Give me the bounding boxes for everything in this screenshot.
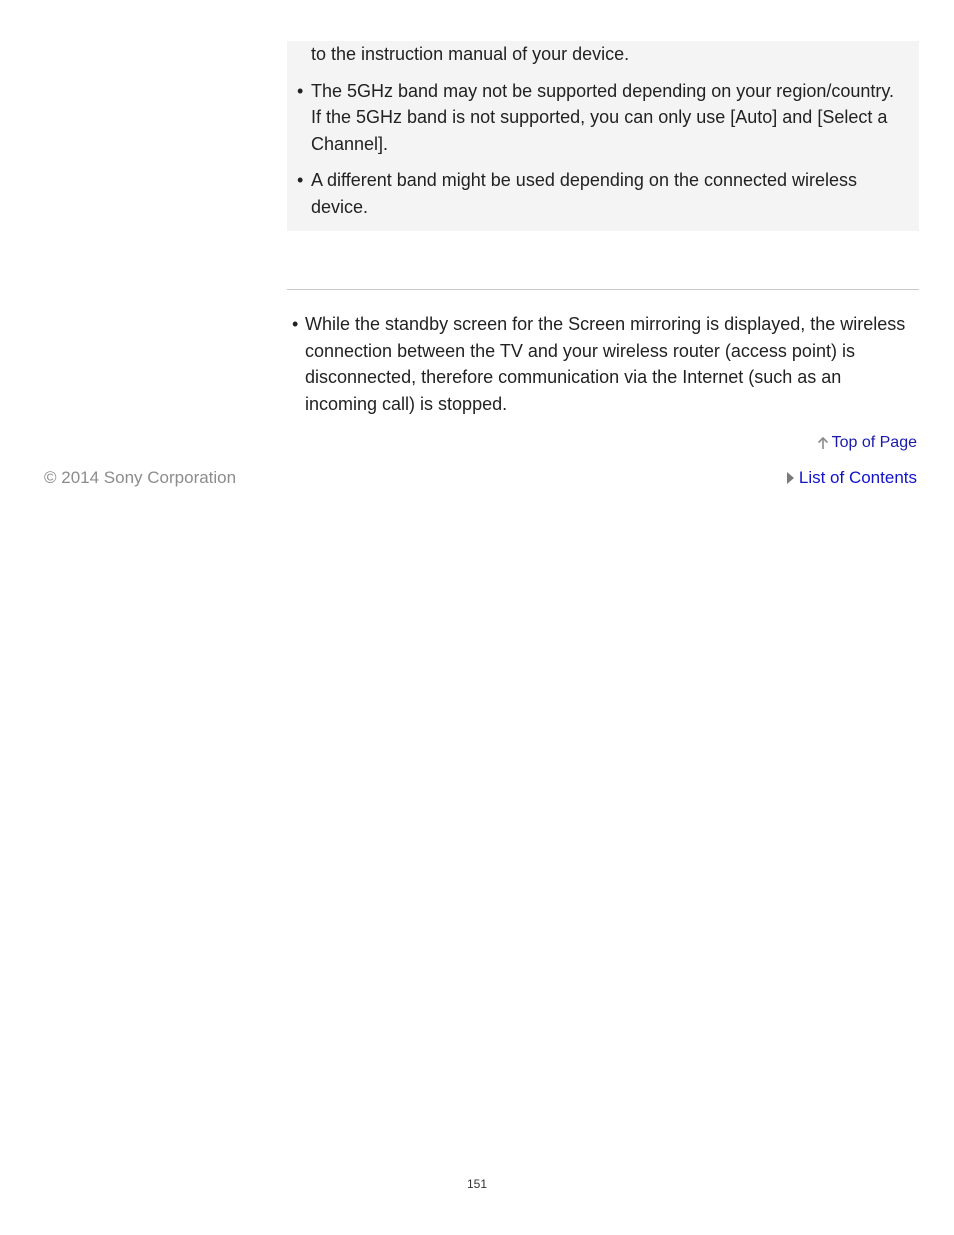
note-item xyxy=(297,167,901,220)
remark-item xyxy=(292,311,910,417)
arrow-up-icon xyxy=(817,436,829,450)
top-of-page-label[interactable]: Top of Page xyxy=(831,434,917,451)
copyright-text: © 2014 Sony Corporation xyxy=(44,468,237,487)
section-divider xyxy=(287,289,919,290)
page-number: 151 xyxy=(466,1177,488,1191)
note-item xyxy=(297,78,901,158)
bullet-icon: • xyxy=(297,80,304,101)
note-item-text: A different band might be used depending on the connected wireless device. xyxy=(311,170,858,217)
note-item-text: The 5GHz band may not be supported depending on your region/country. If the 5GHz band is not supported, you can only use [Auto] and [Select a Channel]. xyxy=(311,80,895,154)
note-content xyxy=(297,41,901,220)
list-of-contents-label[interactable]: List of Contents xyxy=(798,468,917,487)
list-of-contents-link[interactable] xyxy=(787,468,917,488)
top-of-page-link[interactable] xyxy=(817,434,917,452)
triangle-right-icon xyxy=(787,472,794,484)
remark-text: While the standby screen for the Screen mirroring is displayed, the wireless connection between the TV and your wireless router (access point) is disconnected, therefore communication via the Internet (such as an incoming call) is stopped. xyxy=(305,314,906,414)
bullet-icon: • xyxy=(297,170,304,190)
note-continuation-text: to the instruction manual of your device. xyxy=(311,44,630,64)
bullet-icon: • xyxy=(292,314,299,334)
